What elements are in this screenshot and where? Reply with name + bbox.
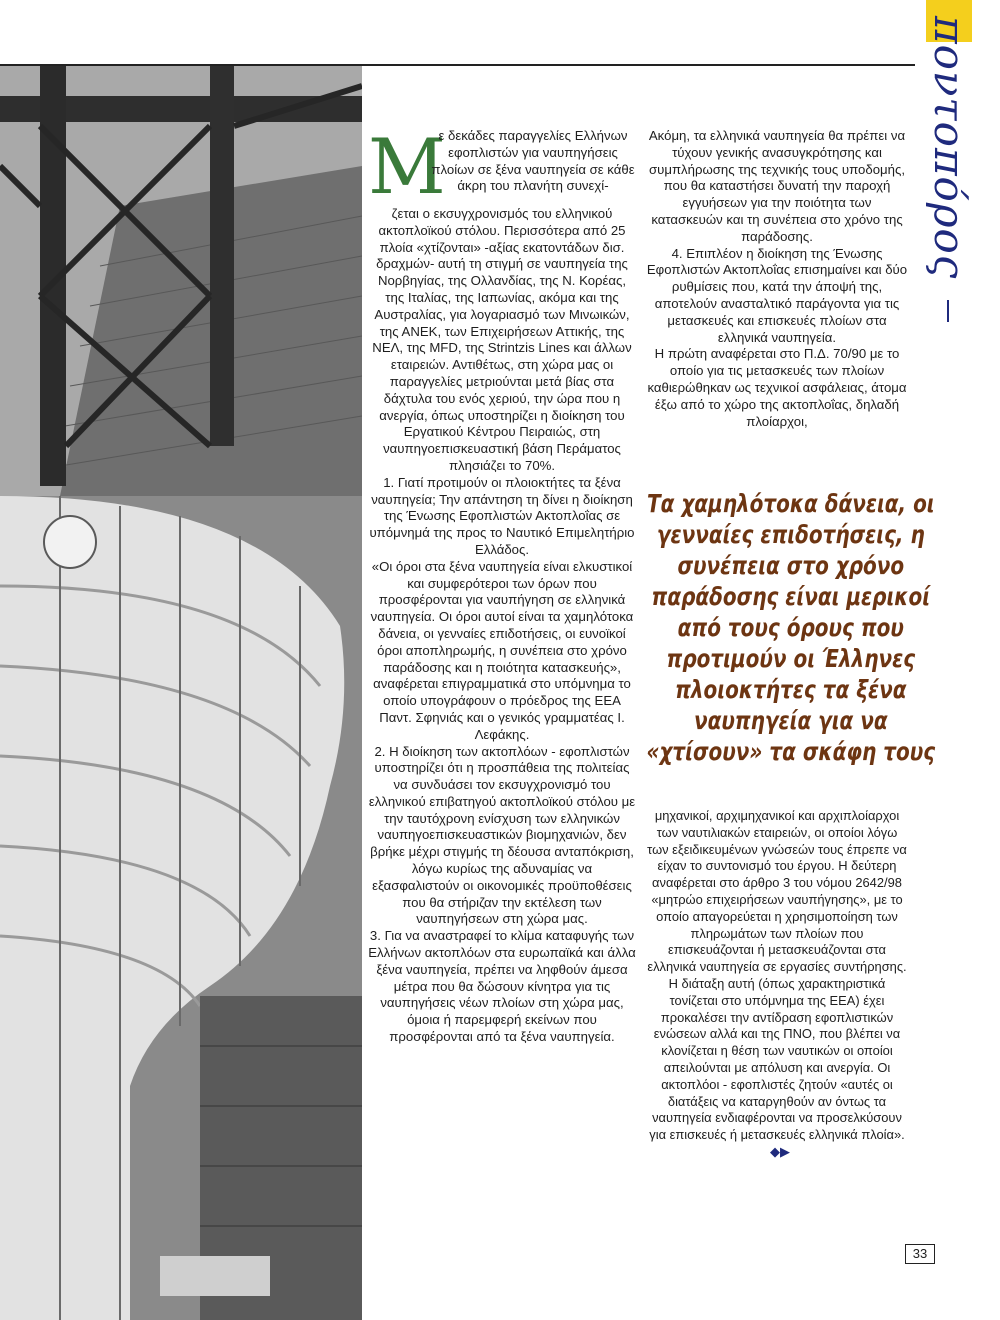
paragraph: «Οι όροι στα ξένα ναυπηγεία είναι ελκυστικοί και συμφερότεροι των όρων που προσφέρονται για ναυπήγηση σε ελληνικά ναυπηγεία. Οι όροι αυτοί είναι τα χαμηλότοκα δάνεια, οι γενναίες επιδοτήσεις, οι ευνοϊκοί όροι αποπληρωμής, η συνέπεια στο χρόνο παράδοσης και η ποιότητα κατασκευής», αναφέρεται επιγραμματικά στο υπόμνημα το οποίο υπογράφουν ο πρόεδρος της ΕΕΑ Παντ. Σφηνιάς και ο γενικός γραμματέας Ι. Λεφάκης. xyxy=(370,558,634,742)
end-mark-icon: ◆▶ xyxy=(770,1143,790,1159)
lead-paragraph xyxy=(368,122,636,211)
brand-dash xyxy=(947,300,949,322)
article-column-1 xyxy=(368,122,636,1046)
paragraph: μηχανικοί, αρχιμηχανικοί και αρχιπλοίαρχοι των ναυτιλιακών εταιρειών, οι οποίοι λόγω των εξειδικευμένων γνώσεών τους έπρεπε να είχαν το συντονισμό του έργου. Η δεύτερη αναφέρεται στο άρθρο 3 του νόμου 2642/98 «μητρώο επιχειρήσεων ναυπήγησης», με το οποίο απαγορεύεται η χρησιμοποίηση των πληρωμάτων των πλοίων που επισκευάζονται ή μετασκευάζονται στα ελληνικά ναυπηγεία σε εργασίες συντήρησης. Η διάταξη αυτή (όπως χαρακτηριστικά τονίζεται στο υπόμνημα της ΕΕΑ) έχει προκαλέσει την αντίδραση εφοπλιστικών ενώσεων αλλά και της ΠΝΟ, που βλέπει να κλονίζεται η θέση των ναυτικών οι οποίοι απειλούνται με απόλυση και ανεργία. Οι ακτοπλόοι - εφοπλιστές ζητούν «αυτές οι διατάξεις να καταργηθούν αν όντως τα ναυπηγεία ενδιαφέρονται να προσελκύσουν για επισκευές ή μετασκευές ελληνικά πλοία». xyxy=(647,808,907,1143)
drop-cap: Μ xyxy=(368,122,446,211)
shipyard-photo-illustration xyxy=(0,66,362,1320)
paragraph: Ακόμη, τα ελληνικά ναυπηγεία θα πρέπει να τύχουν γενικής ανασυγκρότησης και συμπλήρωσης της τεχνικής τους υποδομής, που θα καταστήσει δυνατή την παροχή εγγυήσεων για την ποιότητα των κατασκευών και τη συνέπεια στο χρόνο της παράδοσης. xyxy=(648,128,906,244)
paragraph: 4. Επιπλέον η διοίκηση της Ένωσης Εφοπλιστών Ακτοπλοΐας επισημαίνει και δύο ρυθμίσεις που, κατά την άποψή της, αποτελούν ανασταλτικό παράγοντα για τις μετασκευές και επισκευές πλοίων στα ελληνικά ναυπηγεία. xyxy=(646,245,908,345)
paragraph: ζεται ο εκσυγχρονισμός του ελληνικού ακτοπλοϊκού στόλου. Περισσότερα από 25 πλοία «χτίζονται» -αξίας εκατοντάδων δισ. δραχμών- αυτή τη στιγμή σε ναυπηγεία της Νορβηγίας, της Ολλανδίας, της Ν. Κορέας, της Ιταλίας, της Ιαπωνίας, ακόμα και της Αυστραλίας, για λογαριασμό των Μινωικών, της ΑΝΕΚ, των Επιχειρήσεων Αττικής, της ΝΕΛ, της MFD, της Strintzis Lines και άλλων εταιρειών. Αντιθέτως, στη χώρα μας οι παραγγελίες μετριούνται μετά βίας στα δάχτυλα του ενός χεριού, την ώρα που η ανεργία, όπως υποστηρίζει η διοίκηση του Εργατικού Κέντρου Πειραιώς, στη ναυπηγοεπισκευαστική βάση Περάματος πλησιάζει το 70%. xyxy=(372,206,632,473)
paragraph: 3. Για να αναστραφεί το κλίμα καταφυγής των Ελλήνων ακτοπλόων στα ευρωπαϊκά και άλλα ξένα ναυπηγεία, πρέπει να ληφθούν άμεσα μέτρα που θα δώσουν κίνητρα για τις ναυπηγήσεις νέων πλοίων στη χώρα μας, όμοια ή παρεμφερή εκείνων που προσφέρονται από τα ξένα ναυπηγεία. xyxy=(368,928,636,1045)
pull-quote: Τα χαμηλότοκα δάνεια, οι γενναίες επιδοτήσεις, η συνέπεια στο χρόνο παράδοσης είναι μερικοί από τους όρους που προτιμούν οι Έλληνες πλοιοκτήτες τα ξένα ναυπηγεία για να «χτίσουν» τα σκάφη τους xyxy=(646,489,936,766)
article-column-2 xyxy=(646,128,908,430)
page-number: 33 xyxy=(905,1244,935,1264)
ship-hull-photo xyxy=(0,66,362,1320)
paragraph: 2. Η διοίκηση των ακτοπλόων - εφοπλιστών υποστηρίζει ότι η προσπάθεια της πολιτείας να συνδυάσει τον εκσυγχρονισμό του ελληνικού επιβατηγού ακτοπλοϊκού στόλου με την ταυτόχρονη ενίσχυση των ελληνικών ναυπηγοεπισκευαστικών βιομηχανιών, δεν βρήκε μέχρι στιγμής τη δέουσα ανταπόκριση, λόγω κυρίως της αδυναμίας να εξασφαλιστούν οι οικονομικές προϋποθέσεις που θα στήριζαν την εκτέλεση των ναυπηγήσεων στη χώρα μας. xyxy=(368,743,636,927)
lead-text: ε δεκάδες παραγγελίες Ελλήνων εφοπλιστών για ναυπηγήσεις πλοίων σε ξένα ναυπηγεία σε κάθε άκρη του πλανήτη συνεχί- xyxy=(431,128,635,194)
paragraph: 1. Γιατί προτιμούν οι πλοιοκτήτες τα ξένα ναυπηγεία; Την απάντηση τη δίνει η διοίκηση της Ένωσης Εφοπλιστών Ακτοπλοΐας σε υπόμνημά της προς το Ναυτικό Επιμελητήριο Ελλάδος. xyxy=(369,474,635,557)
paragraph-end xyxy=(646,808,908,1161)
article-column-3 xyxy=(646,808,908,1161)
magazine-brand: ποντοπόρος xyxy=(925,16,974,280)
paragraph: Η πρώτη αναφέρεται στο Π.Δ. 70/90 με το οποίο για τις μετασκευές των πλοίων καθιερώθηκαν ως τεχνικοί ασφάλειας, άτομα έξω από το χώρο της ακτοπλοΐας, δηλαδή πλοίαρχοι, xyxy=(647,346,907,429)
